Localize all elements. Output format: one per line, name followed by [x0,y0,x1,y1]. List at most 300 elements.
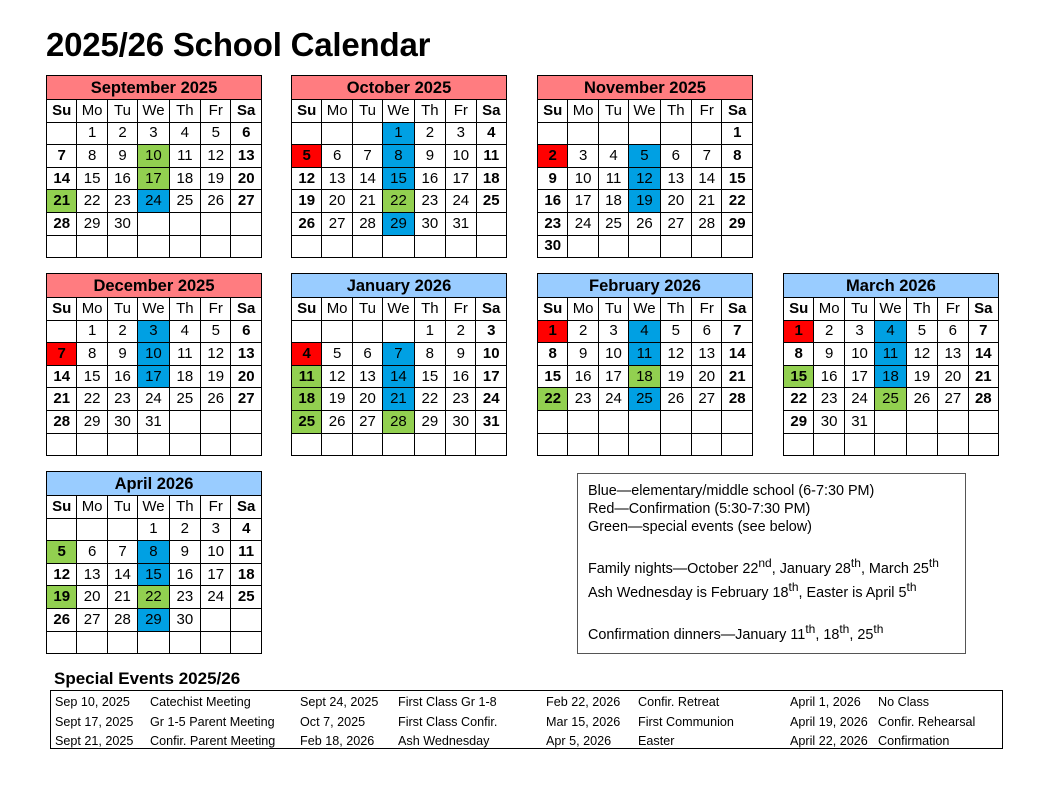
day-cell: 2 [446,320,476,343]
day-of-week-header: We [383,100,414,123]
day-cell: 3 [598,320,628,343]
day-cell: 25 [476,190,506,213]
day-cell: 19 [660,365,691,388]
empty-cell [47,433,77,456]
empty-cell [292,320,322,343]
day-cell: 12 [47,563,77,586]
day-cell: 24 [201,586,231,609]
day-cell: 27 [692,388,722,411]
day-cell: 15 [383,167,414,190]
empty-cell [692,410,722,433]
day-cell: 14 [107,563,137,586]
day-cell: 17 [201,563,231,586]
day-cell: 2 [107,320,137,343]
day-cell: 11 [875,343,906,366]
month-title: April 2026 [47,472,262,496]
page-title: 2025/26 School Calendar [46,26,431,63]
day-of-week-header: Su [538,100,568,123]
day-cell: 16 [107,167,137,190]
empty-cell [722,410,753,433]
day-cell: 20 [322,190,352,213]
day-cell: 9 [446,343,476,366]
day-cell: 3 [201,518,231,541]
day-cell: 12 [906,343,937,366]
legend-ash-easter: Ash Wednesday is February 18th, Easter is April 5th [588,579,917,601]
day-cell: 3 [446,122,476,145]
special-events-table [50,690,1003,749]
day-cell: 20 [352,388,382,411]
day-cell: 8 [77,343,107,366]
day-cell: 20 [692,365,722,388]
day-cell: 10 [476,343,507,366]
empty-cell [169,235,200,258]
day-cell: 26 [322,410,352,433]
empty-cell [538,410,568,433]
day-cell: 11 [629,343,660,366]
events-column-1 [55,693,275,752]
day-cell: 27 [231,388,262,411]
day-cell: 6 [938,320,968,343]
day-cell: 26 [201,388,231,411]
day-cell: 19 [47,586,77,609]
day-of-week-header: Sa [722,298,753,321]
empty-cell [722,433,753,456]
empty-cell [875,410,906,433]
event-row: April 22, 2026 Confirmation [790,734,950,748]
day-of-week-header: Mo [77,298,107,321]
day-of-week-header: Tu [107,298,137,321]
day-cell: 7 [692,145,722,168]
day-cell: 22 [538,388,568,411]
month-title: October 2025 [292,76,507,100]
day-cell: 7 [722,320,753,343]
empty-cell [660,410,691,433]
day-cell: 4 [875,320,906,343]
day-cell: 21 [383,388,414,411]
day-cell: 2 [169,518,200,541]
day-cell: 15 [77,365,107,388]
day-cell: 19 [201,365,231,388]
day-cell: 27 [352,410,382,433]
day-cell: 28 [722,388,753,411]
day-cell: 7 [47,343,77,366]
empty-cell [77,518,107,541]
day-cell: 5 [292,145,322,168]
day-cell: 11 [476,145,506,168]
day-of-week-header: Mo [77,100,107,123]
day-cell: 13 [692,343,722,366]
empty-cell [231,433,262,456]
day-cell: 5 [201,122,231,145]
day-of-week-header: Fr [692,100,722,123]
day-cell: 10 [844,343,874,366]
day-of-week-header: Th [906,298,937,321]
day-cell: 14 [47,167,77,190]
day-cell: 15 [722,167,753,190]
empty-cell [201,608,231,631]
empty-cell [722,235,753,258]
day-cell: 31 [446,212,476,235]
day-cell: 15 [77,167,107,190]
empty-cell [414,235,445,258]
day-cell: 18 [169,365,200,388]
events-column-4 [790,693,975,752]
legend-box [577,473,966,654]
day-cell: 31 [844,410,874,433]
day-of-week-header: Sa [476,100,506,123]
empty-cell [598,122,628,145]
day-of-week-header: Tu [352,298,382,321]
day-cell: 30 [538,235,568,258]
day-of-week-header: Tu [352,100,382,123]
day-cell: 22 [77,190,107,213]
empty-cell [414,433,445,456]
day-cell: 27 [322,212,352,235]
day-cell: 30 [169,608,200,631]
day-cell: 22 [138,586,169,609]
day-cell: 23 [568,388,598,411]
day-cell: 28 [47,410,77,433]
day-cell: 13 [352,365,382,388]
day-of-week-header: Tu [107,496,137,519]
day-cell: 7 [47,145,77,168]
day-cell: 20 [231,365,262,388]
empty-cell [629,122,660,145]
day-cell: 3 [138,320,169,343]
event-row: Sept 24, 2025 First Class Gr 1-8 [300,695,497,709]
day-cell: 5 [322,343,352,366]
empty-cell [201,410,231,433]
day-cell: 3 [476,320,507,343]
empty-cell [322,433,352,456]
empty-cell [138,433,169,456]
day-cell: 27 [231,190,262,213]
empty-cell [938,433,968,456]
day-cell: 2 [414,122,445,145]
day-cell: 6 [692,320,722,343]
empty-cell [47,631,77,654]
day-cell: 1 [414,320,445,343]
day-cell: 7 [352,145,382,168]
day-of-week-header: Th [169,100,200,123]
day-of-week-header: Sa [231,298,262,321]
day-cell: 29 [784,410,814,433]
day-cell: 4 [169,122,200,145]
empty-cell [77,433,107,456]
day-cell: 22 [784,388,814,411]
day-cell: 12 [322,365,352,388]
empty-cell [660,433,691,456]
day-cell: 24 [844,388,874,411]
day-cell: 6 [322,145,352,168]
day-of-week-header: We [383,298,414,321]
day-cell: 23 [538,212,568,235]
day-cell: 2 [568,320,598,343]
event-row: Mar 15, 2026 First Communion [546,714,734,729]
day-cell: 24 [138,388,169,411]
day-cell: 13 [660,167,691,190]
day-cell: 6 [660,145,691,168]
day-cell: 1 [784,320,814,343]
day-cell: 1 [138,518,169,541]
empty-cell [446,433,476,456]
empty-cell [138,631,169,654]
day-cell: 10 [201,541,231,564]
day-cell: 17 [476,365,507,388]
day-cell: 8 [722,145,753,168]
day-cell: 24 [138,190,169,213]
empty-cell [77,235,107,258]
empty-cell [598,410,628,433]
day-cell: 25 [292,410,322,433]
empty-cell [476,212,506,235]
day-cell: 16 [414,167,445,190]
empty-cell [814,433,844,456]
empty-cell [322,235,352,258]
event-row: April 1, 2026 No Class [790,695,930,709]
empty-cell [568,410,598,433]
day-cell: 12 [201,343,231,366]
empty-cell [568,122,598,145]
day-of-week-header: We [138,298,169,321]
empty-cell [107,433,137,456]
month-calendar-january-2026 [291,273,507,456]
empty-cell [875,433,906,456]
day-cell: 26 [660,388,691,411]
day-cell: 31 [476,410,507,433]
empty-cell [629,433,660,456]
empty-cell [352,122,382,145]
day-cell: 2 [538,145,568,168]
empty-cell [352,320,382,343]
day-cell: 1 [383,122,414,145]
day-cell: 6 [77,541,107,564]
day-of-week-header: Su [47,100,77,123]
day-cell: 4 [231,518,262,541]
empty-cell [169,631,200,654]
day-of-week-header: Sa [722,100,753,123]
day-cell: 21 [692,190,722,213]
day-cell: 15 [138,563,169,586]
day-cell: 9 [814,343,844,366]
month-title: December 2025 [47,274,262,298]
day-of-week-header: Sa [476,298,507,321]
empty-cell [784,433,814,456]
day-cell: 16 [568,365,598,388]
day-cell: 19 [322,388,352,411]
day-of-week-header: Th [169,496,200,519]
day-of-week-header: Tu [598,100,628,123]
day-cell: 25 [169,388,200,411]
day-cell: 14 [383,365,414,388]
day-cell: 14 [722,343,753,366]
day-cell: 4 [598,145,628,168]
day-cell: 28 [352,212,382,235]
day-cell: 19 [201,167,231,190]
empty-cell [568,433,598,456]
day-cell: 15 [784,365,814,388]
month-calendar-april-2026 [46,471,262,654]
day-cell: 9 [107,343,137,366]
day-cell: 4 [629,320,660,343]
day-cell: 26 [292,212,322,235]
day-of-week-header: Tu [844,298,874,321]
day-cell: 28 [383,410,414,433]
empty-cell [107,631,137,654]
day-cell: 5 [201,320,231,343]
day-cell: 11 [231,541,262,564]
day-cell: 17 [138,365,169,388]
empty-cell [383,320,414,343]
empty-cell [231,235,262,258]
day-cell: 19 [292,190,322,213]
day-cell: 10 [138,145,169,168]
day-cell: 26 [629,212,660,235]
legend-green: Green—special events (see below) [588,519,812,535]
empty-cell [292,235,322,258]
day-cell: 23 [814,388,844,411]
empty-cell [169,433,200,456]
month-title: September 2025 [47,76,262,100]
day-cell: 14 [692,167,722,190]
day-cell: 24 [568,212,598,235]
day-of-week-header: Th [169,298,200,321]
day-cell: 1 [538,320,568,343]
day-cell: 2 [107,122,137,145]
day-of-week-header: Th [414,298,445,321]
day-of-week-header: Sa [968,298,998,321]
day-cell: 28 [968,388,998,411]
day-cell: 12 [660,343,691,366]
day-cell: 25 [169,190,200,213]
empty-cell [352,433,382,456]
day-of-week-header: We [138,496,169,519]
day-cell: 18 [169,167,200,190]
day-cell: 29 [138,608,169,631]
day-cell: 9 [414,145,445,168]
event-row: Oct 7, 2025 First Class Confir. [300,714,498,729]
empty-cell [629,235,660,258]
day-cell: 28 [47,212,77,235]
month-calendar-november-2025 [537,75,753,258]
day-cell: 24 [598,388,628,411]
legend-red: Red—Confirmation (5:30-7:30 PM) [588,501,811,517]
day-cell: 30 [446,410,476,433]
day-cell: 17 [138,167,169,190]
empty-cell [77,631,107,654]
day-cell: 10 [598,343,628,366]
day-of-week-header: Tu [107,100,137,123]
day-cell: 8 [383,145,414,168]
day-cell: 15 [414,365,445,388]
empty-cell [292,122,322,145]
day-cell: 3 [844,320,874,343]
empty-cell [538,122,568,145]
day-cell: 1 [77,320,107,343]
event-row: Feb 18, 2026 Ash Wednesday [300,734,490,748]
day-of-week-header: Su [784,298,814,321]
day-cell: 12 [292,167,322,190]
month-calendar-september-2025 [46,75,262,258]
day-cell: 16 [446,365,476,388]
day-cell: 28 [692,212,722,235]
day-cell: 7 [383,343,414,366]
empty-cell [107,235,137,258]
day-cell: 23 [446,388,476,411]
empty-cell [538,433,568,456]
day-cell: 21 [968,365,998,388]
day-of-week-header: Th [660,100,691,123]
day-cell: 26 [201,190,231,213]
day-cell: 17 [446,167,476,190]
day-of-week-header: We [138,100,169,123]
day-cell: 21 [352,190,382,213]
day-cell: 9 [169,541,200,564]
day-cell: 14 [968,343,998,366]
empty-cell [938,410,968,433]
day-cell: 30 [814,410,844,433]
day-cell: 30 [107,410,137,433]
day-of-week-header: Su [292,100,322,123]
day-of-week-header: Fr [201,298,231,321]
day-cell: 23 [414,190,445,213]
day-cell: 9 [538,167,568,190]
day-cell: 5 [906,320,937,343]
empty-cell [47,122,77,145]
day-of-week-header: Mo [322,298,352,321]
empty-cell [692,122,722,145]
day-cell: 18 [598,190,628,213]
empty-cell [201,433,231,456]
day-cell: 14 [47,365,77,388]
day-of-week-header: Tu [598,298,628,321]
day-of-week-header: Th [414,100,445,123]
day-cell: 19 [906,365,937,388]
day-cell: 30 [107,212,137,235]
day-cell: 20 [660,190,691,213]
month-title: November 2025 [538,76,753,100]
day-cell: 6 [231,122,262,145]
day-cell: 18 [875,365,906,388]
day-cell: 27 [77,608,107,631]
empty-cell [629,410,660,433]
empty-cell [47,518,77,541]
day-cell: 28 [107,608,137,631]
empty-cell [844,433,874,456]
day-cell: 23 [107,190,137,213]
day-of-week-header: Fr [201,496,231,519]
day-cell: 21 [47,190,77,213]
empty-cell [231,410,262,433]
day-cell: 16 [538,190,568,213]
day-of-week-header: Sa [231,496,262,519]
empty-cell [169,212,200,235]
day-of-week-header: We [875,298,906,321]
day-cell: 7 [107,541,137,564]
day-cell: 10 [568,167,598,190]
day-cell: 27 [660,212,691,235]
day-cell: 11 [169,145,200,168]
day-of-week-header: Su [292,298,322,321]
day-cell: 16 [169,563,200,586]
empty-cell [383,235,414,258]
empty-cell [906,433,937,456]
day-cell: 11 [169,343,200,366]
day-cell: 29 [77,212,107,235]
day-cell: 31 [138,410,169,433]
day-of-week-header: Fr [692,298,722,321]
day-cell: 14 [352,167,382,190]
